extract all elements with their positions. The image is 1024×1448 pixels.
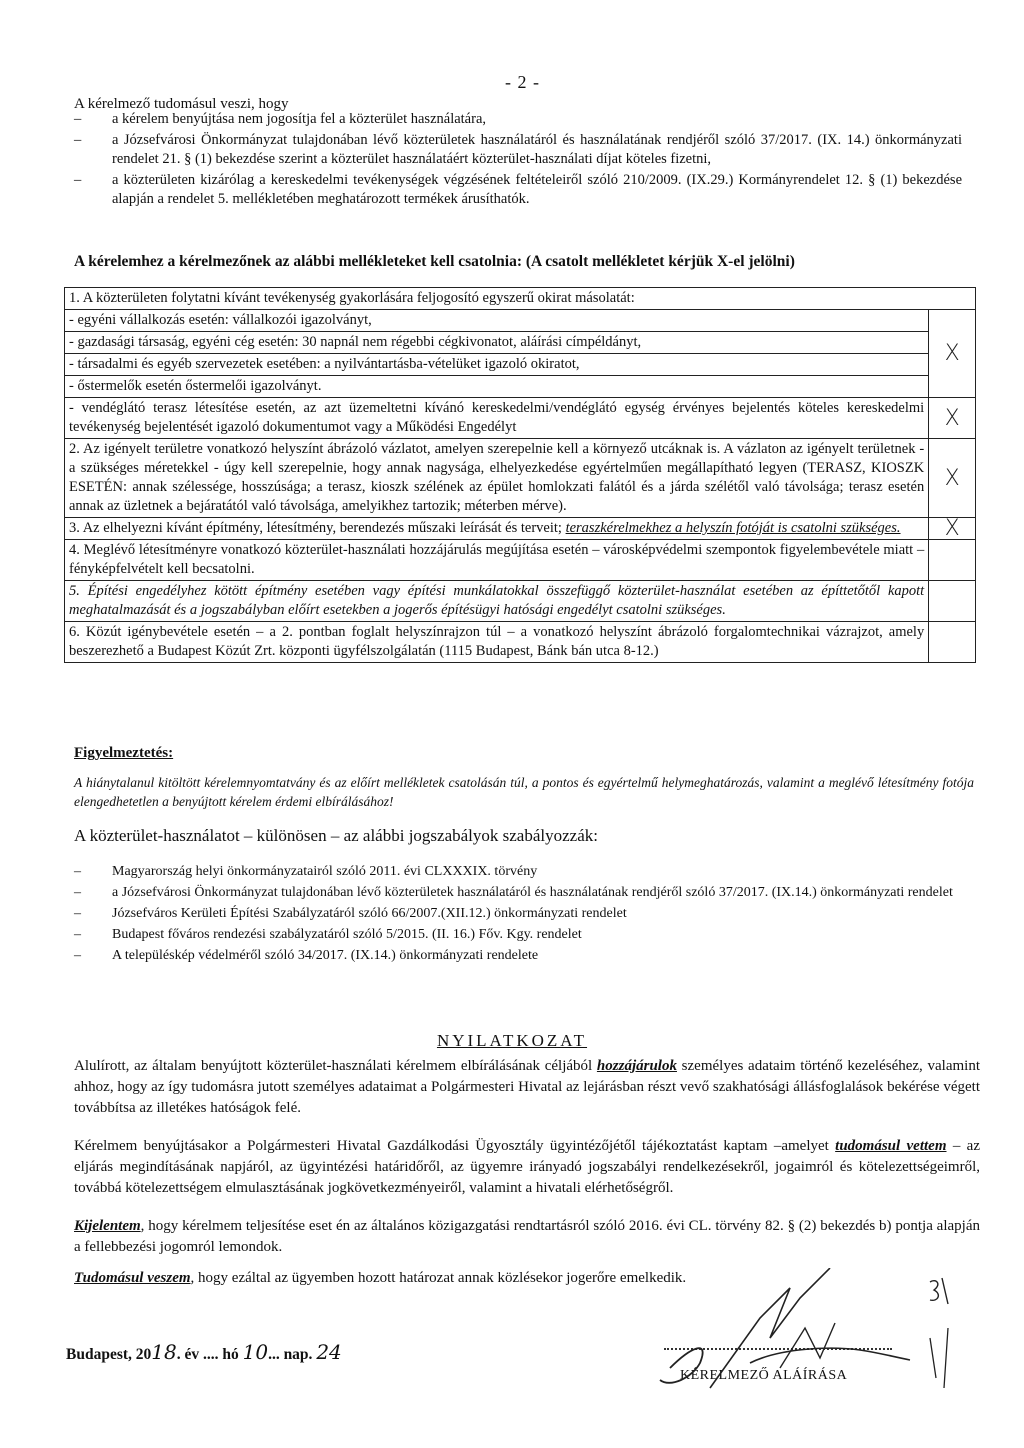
date-line [66,1340,342,1364]
emphasis: Tudomásul veszem [74,1270,191,1286]
regulations-list [74,862,962,967]
declaration-paragraph-3 [74,1216,980,1258]
handwritten-year: 18 [151,1340,177,1364]
attachment-item-1-sub: - társadalmi és egyéb szervezetek esetében: a nyilvántartásba-vételüket igazoló okiratot, [65,354,929,376]
table-row [65,288,976,310]
attachment-item-1-sub: - őstermelők esetén őstermelői igazolványt. [65,376,929,398]
regulation-item: – A településkép védelméről szóló 34/2017. (IX.14.) önkormányzati rendelete [74,946,962,965]
page-number: - 2 - [505,72,540,92]
attachment-item-3-note: teraszkérelmekhez a helyszín fotóját is csatolni szükséges. [565,520,901,536]
text: , hogy ezáltal az ügyemben hozott határozat annak közlésekor jogerőre emelkedik. [190,1270,687,1286]
intro-item: – a közterületen kizárólag a kereskedelmi tevékenységek végzésének feltételeiről szóló 210/2009. (IX.29.) Kormányrendelet 12. § (1) bekezdése alapján a rendelet 5. mellékletében meghatározott termékek árusíthatók. [74,171,962,209]
emphasis: Kijelentem [74,1218,141,1234]
checkbox-item-4[interactable] [929,540,976,581]
checkbox-item-3[interactable] [929,518,976,540]
intro-item: – a Józsefvárosi Önkormányzat tulajdonában lévő közterületek használatáról és használatának rendjéről szóló 37/2017. (IX. 14.) önkormányzati rendelet 21. § (1) bekezdése szerint a közterület használatáért közterület-használati díjat köteles fizetni, [74,131,962,169]
attachment-item-3 [65,518,929,540]
checkbox-item-2[interactable] [929,439,976,518]
handwritten-month: 10 [242,1340,269,1364]
signature-label: KÉRELMEZŐ ALÁÍRÁSA [680,1368,848,1383]
attachment-item-1-sub: - egyéni vállalkozás esetén: vállalkozói igazolványt, [65,310,929,332]
table-row [65,540,976,581]
intro-list [74,110,962,211]
table-row [65,622,976,663]
regulation-item: – Budapest főváros rendezési szabályzatáról szóló 5/2015. (II. 16.) Főv. Kgy. rendelet [74,925,962,944]
table-row [65,354,976,376]
table-row [65,376,976,398]
declaration-title: NYILATKOZAT [436,1031,588,1050]
table-row [65,581,976,622]
attachment-item-4: 4. Meglévő létesítményre vonatkozó közterület-használati hozzájárulás megújítása esetén – városképvédelmi szempontok figyelembevétele miatt – fényképfelvételt kell becsatolni. [65,540,929,581]
attachment-item-3-text: 3. Az elhelyezni kívánt építmény, létesítmény, berendezés műszaki leírását és terveit; [69,520,566,536]
regulation-item: – a Józsefvárosi Önkormányzat tulajdonában lévő közterületek használatáról és használatának rendjéről szóló 37/2017. (IX.14.) önkormányzati rendelet [74,883,962,902]
regulations-title: A közterület-használatot – különösen – az alábbi jogszabályok szabályozzák: [74,826,598,845]
x-mark: X [944,516,960,541]
table-row [65,439,976,518]
checkbox-terasz[interactable] [929,398,976,439]
attachment-item-1-sub: - vendéglátó terasz létesítése esetén, az azt üzemeltetni kívánó kereskedelmi/vendéglátó egység érvényes bejelentés köteles kereskedelmi tevékenység bejelentését igazoló dokumentumot vagy a Működési Engedélyt [65,398,929,439]
x-mark: X [944,341,960,366]
checkbox-item-6[interactable] [929,622,976,663]
checkbox-item-1[interactable] [929,310,976,398]
table-row [65,332,976,354]
date-month-suffix: ... nap. [268,1346,317,1363]
declaration-paragraph-2 [74,1136,980,1199]
handwritten-signature [630,1268,960,1408]
text: , hogy kérelmem teljesítése eset én az általános közigazgatási rendtartásról szóló 2016. évi CL. törvény 82. § (2) bekezdés b) pontja alapján a fellebbezési jogomról lemondok. [74,1218,980,1255]
emphasis: hozzájárulok [596,1058,677,1074]
text: Kérelmem benyújtásakor a Polgármesteri Hivatal Gazdálkodási Ügyosztály ügyintézőjétől tájékoztatást kaptam –amelyet [74,1138,836,1154]
table-row [65,518,976,540]
attachment-item-1-title: 1. A közterületen folytatni kívánt tevékenység gyakorlására feljogosító egyszerű okirat másolatát: [65,288,976,310]
attachment-item-6: 6. Közút igénybevétele esetén – a 2. pontban foglalt helyszínrajzon túl – a vonatkozó helyszínt ábrázoló forgalomtechnikai vázrajzot, amely beszerezhető a Budapest Közút Zrt. központi ügyfélszolgálatán (1115 Budapest, Bánk bán utca 8-12.) [65,622,929,663]
text: Alulírott, az általam benyújtott közterület-használati kérelmem elbírálásának céljából [74,1058,597,1074]
intro-lead: A kérelmező tudomásul veszi, hogy [74,96,289,112]
warning-text: A hiánytalanul kitöltött kérelemnyomtatvány és az előírt mellékletek csatolásán túl, a pontos és egyértelmű helymeghatározás, valamint a meglévő létesítmény fotója elengedhetetlen a benyújtott kérelem érdemi elbírálásához! [74,775,974,809]
date-place: Budapest, 20 [66,1346,152,1363]
attachments-heading: A kérelemhez a kérelmezőnek az alábbi mellékleteket kell csatolnia: (A csatolt mellékletet kérjük X-el jelölni) [74,253,795,270]
table-row [65,398,976,439]
attachment-item-2: 2. Az igényelt területre vonatkozó helyszínt ábrázoló vázlatot, amelyen szerepelnie kell a környező utcáknak is. A vázlaton az igényelt területnek - a szükséges méretekkel - úgy kell szerepelnie, hogy annak nagysága, elhelyezkedése egyértelműen megállapítható legyen (TERASZ, KIOSZK ESETÉN: annak szélessége, hosszúsága; a terasz, kioszk szélének az épület homlokzati falától és a járda szélétől való távolsága; terasz esetén annak az üzletnek a bejáratától való távolsága, amelyikhez tartozik; méterben mérve). [65,439,929,518]
x-mark: X [944,465,960,491]
table-row [65,310,976,332]
date-year-suffix: . év .... hó [176,1346,243,1363]
handwritten-day: 24 [316,1340,342,1364]
regulation-item: – Magyarország helyi önkormányzatairól szóló 2011. évi CLXXXIX. törvény [74,862,962,881]
declaration-paragraph-1 [74,1056,980,1119]
attachment-item-1-sub: - gazdasági társaság, egyéni cég esetén: 30 napnál nem régebbi cégkivonatot, aláírási címpéldányt, [65,332,929,354]
checkbox-item-5[interactable] [929,581,976,622]
x-mark: X [944,405,960,431]
attachment-item-5: 5. Építési engedélyhez kötött építmény esetében vagy építési munkálatokkal összefüggő közterület-használat esetében az építtetőtől kapott meghatalmazását és a jogszabályban előírt esetekben a jogerős építésügyi hatósági engedélyt csatolni szükséges. [65,581,929,622]
warning-title: Figyelmeztetés: [74,745,174,761]
regulation-item: – Józsefváros Kerületi Építési Szabályzatáról szóló 66/2007.(XII.12.) önkormányzati rendelet [74,904,962,923]
text: – az eljárás megindításának napjáról, az ügyintézési határidőről, az ügyemre irányadó jogszabályi rendelkezésekről, jogaimról és kötelezettségeimről, továbbá kötelezettségem elmulasztásának jogkövetkezményeiről, valamint a hivatali elérhetőségről. [74,1138,980,1196]
intro-item: – a kérelem benyújtása nem jogosítja fel a közterület használatára, [74,110,962,129]
text: személyes adataim történő kezeléséhez, valamint ahhoz, hogy az így tudomásra jutott személyes adataimat a Polgármesteri Hivatal az lejárásban részt vevő szakhatósági állásfoglalások bekérése végett továbbítsa az illetékes hatóságok felé. [74,1058,980,1116]
emphasis: tudomásul vettem [835,1138,947,1154]
attachments-table [64,287,976,663]
